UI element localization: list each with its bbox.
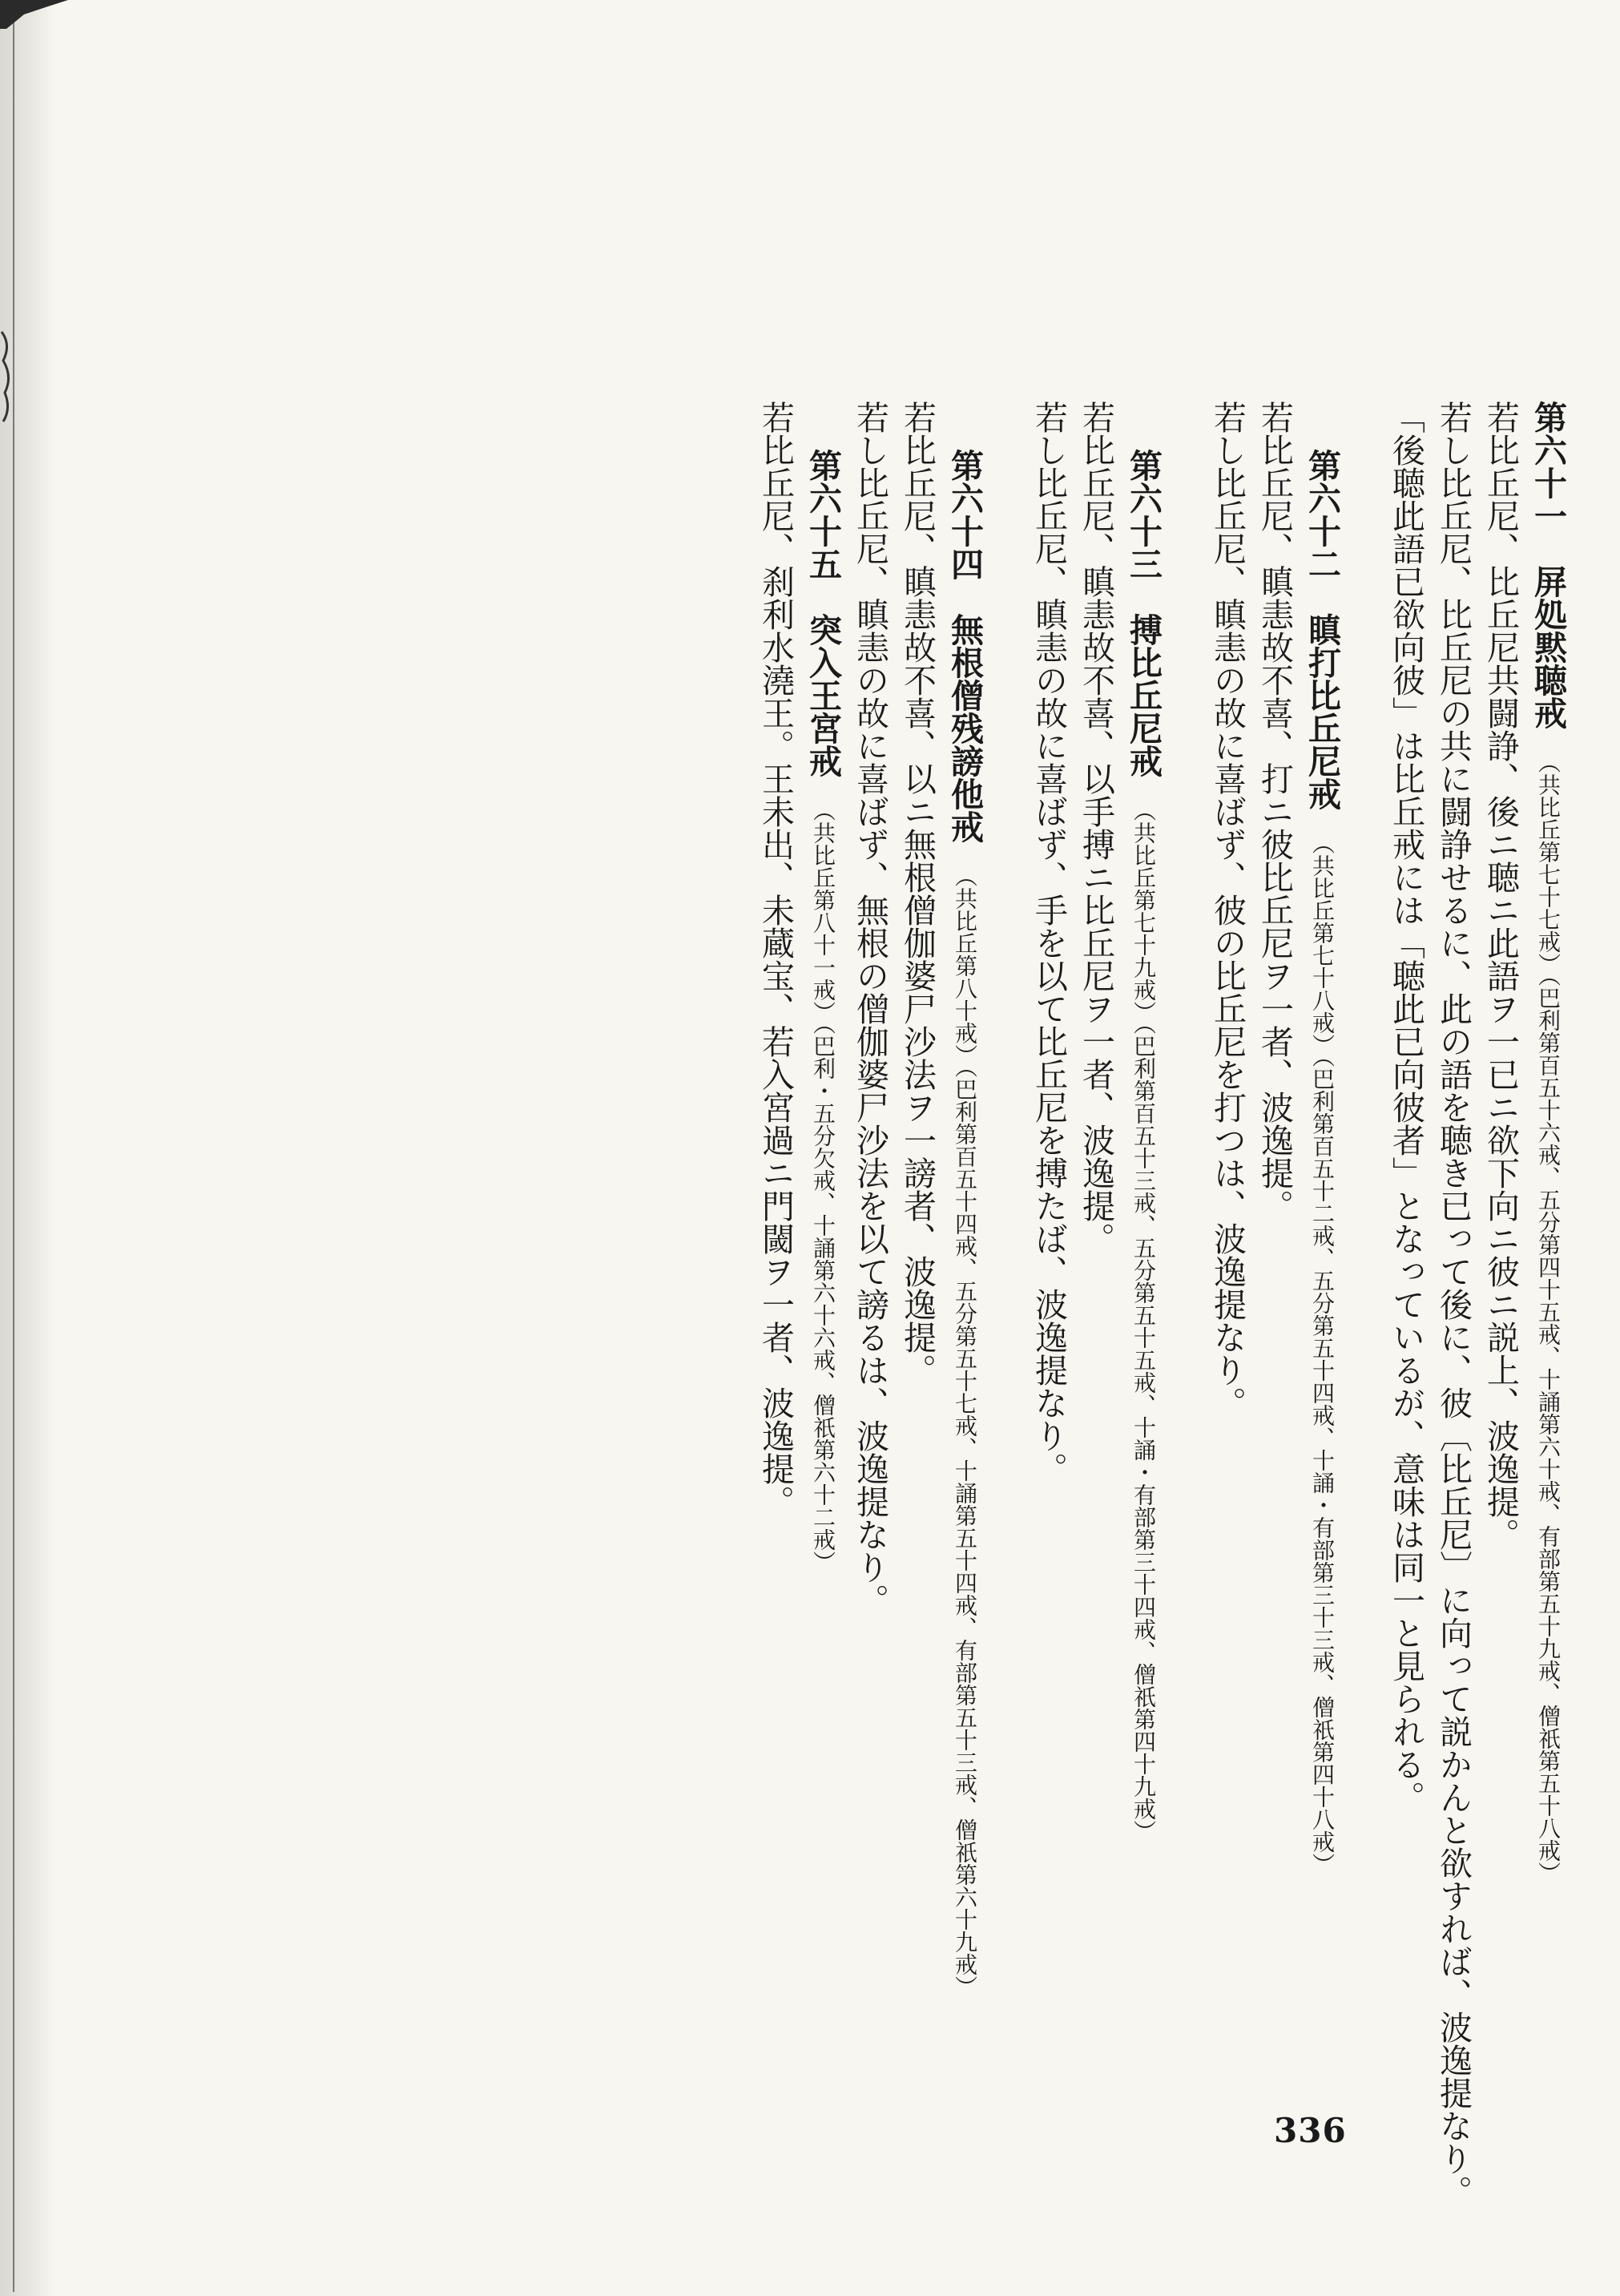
section-64-note: （共比丘第八十戒）（巴利第百五十四戒、五分第五十七戒、十誦第五十四戒、有部第五十三戒、僧祇第六十九戒） [952,876,978,1998]
section-63-title: 搏比丘尼戒 [1124,613,1163,777]
page-number: 336 [1274,2111,1347,2150]
section-61-title: 屏処黙聴戒 [1529,565,1567,729]
section-64-heading: 第六十四 [945,449,984,580]
vertical-text-body [138,401,1567,2208]
section-63-heading-line [1124,401,1163,2180]
section-61-translation: 若し比丘尼、比丘尼の共に闘諍せるに、此の語を聴き已って後に、彼〔比丘尼〕に向って説かんと欲すれば、波逸提なり。 [1434,401,1473,2208]
section-62-title: 瞋打比丘尼戒 [1303,613,1341,810]
section-62-kanbun: 若比丘尼、瞋恚故不喜、打ニ彼比丘尼ヲ一者、波逸提。 [1255,401,1294,1222]
section-62-note: （共比丘第七十八戒）（巴利第百五十二戒、五分第五十四戒、十誦・有部第三十三戒、僧祇第四十八戒） [1309,843,1336,1875]
section-65-note: （共比丘第八十一戒）（巴利・五分欠戒、十誦第六十六戒、僧祇第六十二戒） [810,810,836,1573]
section-65-heading-line [804,401,842,2180]
section-63-heading: 第六十三 [1124,449,1163,580]
section-62-heading: 第六十二 [1303,449,1341,580]
corner-ink-mark [0,0,72,32]
section-61-heading: 第六十一 [1529,401,1567,532]
section-63-note: （共比丘第七十九戒）（巴利第百五十三戒、五分第五十五戒、十誦・有部第三十四戒、僧祇第四十九戒） [1130,810,1157,1842]
section-63-translation: 若し比丘尼、瞋恚の故に喜ばず、手を以て比丘尼を搏たば、波逸提なり。 [1030,401,1068,1485]
section-65-title: 突入王宮戒 [804,613,842,777]
section-61-kanbun: 若比丘尼、比丘尼共闘諍、後ニ聴ニ此語ヲ一已ニ欲下向ニ彼ニ説上、波逸提。 [1481,401,1520,1551]
margin-ink-mark [0,329,14,425]
section-61-heading-line [1529,401,1567,2180]
section-64-heading-line [945,401,984,2180]
section-63-kanbun: 若比丘尼、瞋恚故不喜、以手搏ニ比丘尼ヲ一者、波逸提。 [1077,401,1115,1255]
section-64-translation: 若し比丘尼、瞋恚の故に喜ばず、無根の僧伽婆尸沙法を以て謗るは、波逸提なり。 [851,401,889,1616]
section-62-translation: 若し比丘尼、瞋恚の故に喜ばず、彼の比丘尼を打つは、波逸提なり。 [1208,401,1247,1419]
section-65-kanbun: 若比丘尼、刹利水澆王。王未出、未蔵宝、若入宮過ニ門閾ヲ一者、波逸提。 [756,401,795,1518]
section-64-kanbun: 若比丘尼、瞋恚故不喜、以ニ無根僧伽婆尸沙法ヲ一謗者、波逸提。 [898,401,937,1386]
section-61-note: （共比丘第七十七戒）（巴利第百五十六戒、五分第四十五戒、十誦第六十戒、有部第五十九戒、僧祇第五十八戒） [1535,762,1562,1884]
section-61-comment: 「後聴此語已欲向彼」は比丘戒には「聴此已向彼者」となっているが、意味は同一と見られる。 [1387,401,1425,1814]
section-64-title: 無根僧残謗他戒 [945,613,984,843]
section-65-heading: 第六十五 [804,449,842,580]
